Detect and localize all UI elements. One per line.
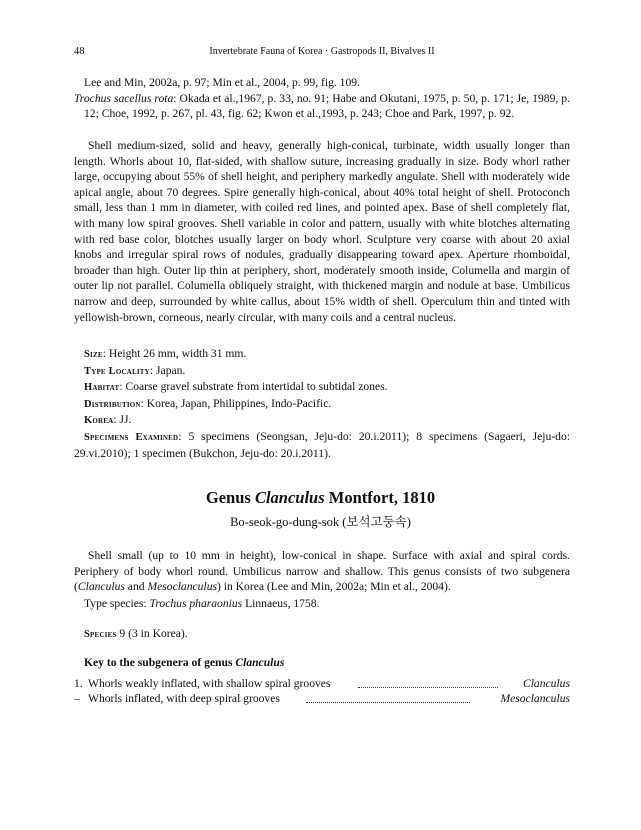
leader-dots (306, 693, 470, 703)
key-text: Whorls weakly inflated, with shallow spiral grooves (88, 677, 331, 690)
fact-label: Specimens Examined (84, 431, 179, 443)
synonym-name: Trochus sacellus rota (74, 91, 174, 105)
type-species: Type species: Trochus pharaonius Linnaeus, 1758. (84, 597, 320, 610)
key-marker: 1. (74, 677, 83, 690)
fact-label: Type Locality (84, 365, 150, 377)
species-facts (74, 346, 570, 461)
subgenus-name: Mesoclanculus (147, 580, 217, 594)
genus-name: Clanculus (254, 488, 325, 507)
type-species-name: Trochus pharaonius (149, 597, 243, 610)
fact-value: Korea, Japan, Philippines, Indo-Pacific. (146, 396, 332, 410)
fact-label: Korea (84, 415, 114, 427)
fact-type-locality: Type Locality: Japan. (84, 363, 186, 377)
genus-korean-name: Bo-seok-go-dung-sok (보석고둥속) (230, 515, 411, 529)
key-genus: Clanculus (235, 656, 285, 669)
key-result: Clanculus (522, 677, 570, 690)
species-value: 9 (3 in Korea). (116, 627, 188, 640)
key-text: Whorls inflated, with deep spiral grooves (88, 692, 280, 705)
genus-prefix: Genus (205, 488, 255, 507)
key-row (74, 692, 570, 707)
fact-korea: Korea: JJ. (84, 413, 132, 427)
leader-dots (358, 678, 498, 688)
fact-habitat: Habitat: Coarse gravel substrate from intertidal to subtidal zones. (84, 380, 388, 394)
key-result: Mesoclanculus (500, 692, 570, 705)
synonymy-block (74, 75, 570, 122)
key-row (74, 677, 570, 692)
synonymy-line-2 (74, 91, 570, 122)
genus-description: Shell small (up to 10 mm in height), low-conical in shape. Surface with axial and spiral cords. Periphery of body whorl round. Umbilicus narrow and shallow. This genus consists of two subgenera (Clanculus and Mesoclanculus) in Korea (Lee and Min, 2002a; Min et al., 2004). (74, 549, 570, 594)
fact-label: Size (84, 349, 103, 360)
fact-value: Coarse gravel substrate from intertidal to subtidal zones. (125, 380, 388, 394)
fact-distribution: Distribution: Korea, Japan, Philippines, Indo-Pacific. (84, 396, 332, 410)
key-title: Key to the subgenera of genus Clanculus (84, 656, 285, 669)
fact-label: Habitat (84, 382, 120, 394)
genus-author: Montfort, 1810 (324, 488, 436, 507)
subgenus-name: Clanculus (77, 580, 125, 594)
species-label: Species (84, 629, 117, 640)
running-title: Invertebrate Fauna of Korea · Gastropods II, Bivalves II (209, 46, 435, 57)
fact-size: Size: Height 26 mm, width 31 mm. (84, 347, 247, 360)
key-marker: – (74, 692, 80, 705)
synonymy-references: : Okada et al.,1967, p. 33, no. 91; Habe and Okutani, 1975, p. 50, p. 171; Je, 1989, p. 12; Choe, 1992, p. 267, pl. 43, fig. 62; Kwon et al.,1993, p. 243; Choe and Park, 1997, p. 92. (84, 91, 570, 121)
genus-heading (0, 488, 641, 508)
fact-value: Height 26 mm, width 31 mm. (108, 347, 247, 360)
species-count (74, 626, 570, 643)
page-header (74, 46, 570, 60)
page-number: 48 (74, 46, 85, 57)
fact-specimens: Specimens Examined: 5 specimens (Seongsan, Jeju-do: 20.i.2011); 8 specimens (Sagaeri, Jeju-do: 29.vi.2010); 1 specimen (Bukchon, Jeju-do: 20.i.2011). (74, 429, 570, 460)
fact-value: 5 specimens (Seongsan, Jeju-do: 20.i.2011); 8 specimens (Sagaeri, Jeju-do: 29.vi.2010); 1 specimen (Bukchon, Jeju-do: 20.i.2011). (74, 429, 570, 460)
synonymy-line-1: Lee and Min, 2002a, p. 97; Min et al., 2004, p. 99, fig. 109. (84, 76, 360, 89)
fact-value: JJ. (119, 413, 132, 427)
fact-label: Distribution (84, 398, 141, 410)
fact-value: Japan. (156, 363, 186, 377)
species-description: Shell medium-sized, solid and heavy, generally high-conical, turbinate, width usually longer than length. Whorls about 10, flat-sided, with shallow suture, increasing gradually in size. Body whorl rather large, occupying about 55% of shell height, and periphery markedly angulate. Shell with moderately wide apical angle, about 70 degrees. Spire generally high-conical, about 40% total height of shell. Protoconch small, less than 1 mm in diameter, with coiled red lines, and pointed apex. Base of shell completely flat, with many low spiral grooves. Shell variable in color and pattern, usually with white blotches alternating with red base color, blotches usually larger on body whorl. Sculpture very coarse with about 20 axial knobs and irregular spiral rows of nodules, gradually disappearing toward apex. Aperture rhomboidal, broader than high. Outer lip thin at periphery, short, moderately smooth inside, Columella and margin of outer lip not parallel. Columella obliquely straight, with thickened margin and nodule at base. Umbilicus narrow and deep, surrounded by white callus, about 15% width of shell. Operculum thin and tinted with yellowish-brown, corneous, nearly circular, with many coils and a central nucleus. (74, 139, 570, 324)
